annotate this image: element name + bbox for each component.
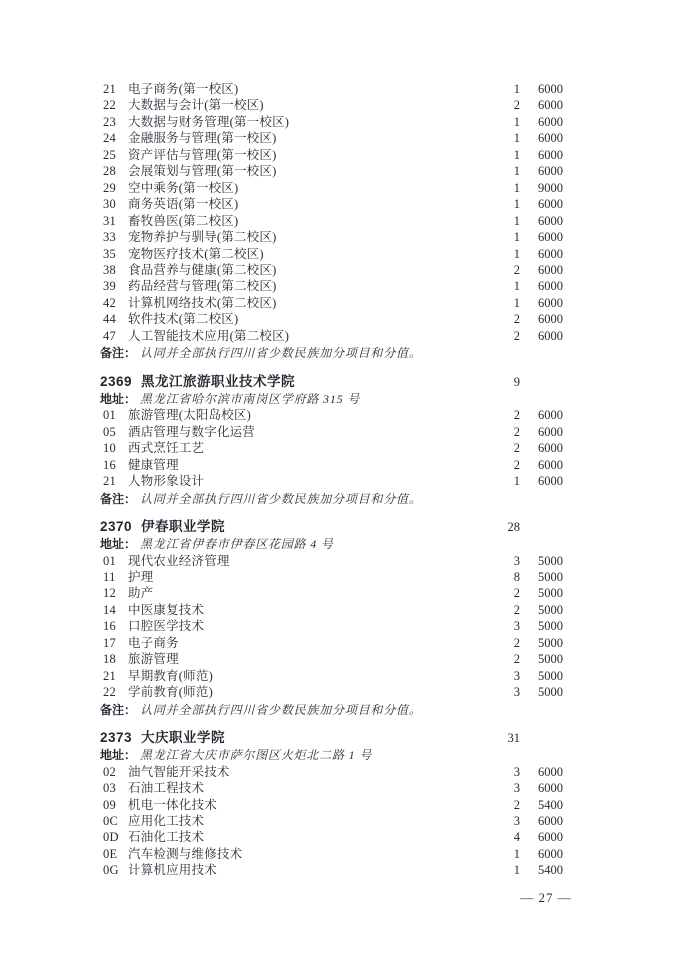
major-plan-count: 2	[513, 408, 520, 423]
major-code: 0C	[103, 813, 119, 828]
major-plan-count: 1	[513, 147, 520, 162]
address-line	[100, 391, 563, 408]
admission-plan-list	[100, 81, 563, 879]
major-row	[100, 846, 563, 862]
major-name: 油气智能开采技术	[128, 764, 230, 779]
major-tuition-fee: 5000	[538, 569, 563, 584]
major-name: 计算机应用技术	[128, 863, 217, 878]
major-name: 计算机网络技术(第二校区)	[128, 295, 277, 310]
major-tuition-fee: 5000	[538, 635, 563, 650]
major-plan-count: 1	[513, 295, 520, 310]
major-tuition-fee: 6000	[538, 312, 563, 327]
major-name: 西式烹饪工艺	[128, 441, 205, 456]
major-code: 31	[103, 213, 117, 228]
major-plan-count: 3	[513, 685, 520, 700]
major-code: 01	[103, 553, 117, 568]
major-name: 学前教育(师范)	[128, 685, 213, 700]
major-name: 宠物医疗技术(第二校区)	[128, 246, 264, 261]
major-name: 现代农业经济管理	[128, 553, 230, 568]
major-tuition-fee: 6000	[538, 279, 563, 294]
major-plan-count: 1	[513, 197, 520, 212]
major-code: 0D	[103, 830, 119, 845]
major-name: 汽车检测与维修技术	[128, 846, 243, 861]
major-code: 39	[103, 279, 117, 294]
major-plan-count: 1	[513, 131, 520, 146]
major-row	[100, 246, 563, 262]
note-label: 备注：	[100, 702, 137, 717]
major-code: 29	[103, 180, 117, 195]
major-name: 旅游管理	[128, 652, 179, 667]
major-tuition-fee: 5000	[538, 619, 563, 634]
major-code: 16	[103, 619, 117, 634]
major-tuition-fee: 6000	[538, 441, 563, 456]
major-plan-count: 2	[513, 98, 520, 113]
major-code: 22	[103, 98, 117, 113]
note-label: 备注：	[100, 491, 137, 506]
major-plan-count: 1	[513, 246, 520, 261]
note-text: 认同并全部执行四川省少数民族加分项目和分值。	[140, 491, 422, 506]
major-row	[100, 440, 563, 456]
major-code: 35	[103, 246, 117, 261]
school-name: 大庆职业学院	[141, 730, 226, 746]
major-plan-count: 1	[513, 279, 520, 294]
major-code: 18	[103, 652, 117, 667]
major-plan-count: 3	[513, 619, 520, 634]
major-tuition-fee: 6000	[538, 408, 563, 423]
major-plan-count: 3	[513, 668, 520, 683]
major-plan-count: 2	[513, 797, 520, 812]
school-code: 2369	[100, 373, 133, 389]
major-name: 健康管理	[128, 457, 179, 472]
note-line	[100, 702, 563, 719]
major-plan-count: 1	[513, 230, 520, 245]
major-plan-count: 1	[513, 82, 520, 96]
major-name: 畜牧兽医(第二校区)	[128, 213, 239, 228]
school-name: 黑龙江旅游职业技术学院	[141, 373, 296, 389]
major-name: 应用化工技术	[128, 813, 205, 828]
major-row	[100, 635, 563, 651]
note-label: 备注：	[100, 346, 137, 361]
major-code: 21	[103, 668, 117, 683]
major-name: 药品经营与管理(第二校区)	[128, 279, 277, 294]
major-code: 0G	[103, 863, 119, 878]
major-row	[100, 213, 563, 229]
major-code: 10	[103, 441, 117, 456]
major-plan-count: 3	[513, 813, 520, 828]
major-plan-count: 3	[513, 553, 520, 568]
major-row	[100, 797, 563, 813]
major-code: 23	[103, 114, 117, 129]
address-text: 黑龙江省哈尔滨市南岗区学府路 315 号	[140, 391, 361, 406]
major-row	[100, 668, 563, 684]
school-header	[100, 373, 563, 391]
major-row	[100, 862, 563, 878]
major-name: 护理	[128, 569, 154, 584]
major-tuition-fee: 6000	[538, 82, 563, 96]
major-row	[100, 311, 563, 327]
major-tuition-fee: 5000	[538, 553, 563, 568]
major-plan-count: 3	[513, 781, 520, 796]
major-tuition-fee: 5000	[538, 668, 563, 683]
major-row	[100, 180, 563, 196]
major-tuition-fee: 6000	[538, 114, 563, 129]
major-plan-count: 2	[513, 312, 520, 327]
major-code: 12	[103, 586, 117, 601]
major-row	[100, 684, 563, 700]
major-tuition-fee: 6000	[538, 295, 563, 310]
major-tuition-fee: 5000	[538, 586, 563, 601]
major-name: 空中乘务(第一校区)	[128, 180, 239, 195]
major-plan-count: 1	[513, 474, 520, 489]
school-total-count: 31	[507, 731, 520, 746]
major-row	[100, 585, 563, 601]
major-code: 30	[103, 197, 117, 212]
major-row	[100, 602, 563, 618]
major-plan-count: 2	[513, 328, 520, 343]
major-tuition-fee: 6000	[538, 846, 563, 861]
major-tuition-fee: 6000	[538, 424, 563, 439]
school-code: 2373	[100, 730, 133, 746]
page-number-text: — 27 —	[520, 890, 572, 905]
address-label: 地址：	[100, 537, 137, 552]
major-row	[100, 457, 563, 473]
major-plan-count: 8	[513, 569, 520, 584]
major-code: 01	[103, 408, 117, 423]
major-row	[100, 473, 563, 489]
major-tuition-fee: 5400	[538, 797, 563, 812]
major-tuition-fee: 6000	[538, 246, 563, 261]
major-row	[100, 780, 563, 796]
major-row	[100, 229, 563, 245]
major-row	[100, 328, 563, 344]
major-row	[100, 295, 563, 311]
major-name: 宠物养护与驯导(第二校区)	[128, 230, 277, 245]
major-row	[100, 278, 563, 294]
major-row	[100, 262, 563, 278]
major-name: 软件技术(第二校区)	[128, 312, 239, 327]
major-plan-count: 2	[513, 602, 520, 617]
major-code: 47	[103, 328, 117, 343]
note-text: 认同并全部执行四川省少数民族加分项目和分值。	[140, 702, 422, 717]
major-name: 旅游管理(太阳岛校区)	[128, 408, 252, 423]
major-row	[100, 618, 563, 634]
major-tuition-fee: 6000	[538, 98, 563, 113]
major-name: 大数据与会计(第一校区)	[128, 98, 264, 113]
major-name: 助产	[128, 586, 154, 601]
major-tuition-fee: 6000	[538, 164, 563, 179]
major-row	[100, 651, 563, 667]
major-code: 14	[103, 602, 117, 617]
major-code: 22	[103, 685, 117, 700]
major-plan-count: 2	[513, 586, 520, 601]
school-total-count: 28	[507, 520, 520, 535]
major-plan-count: 2	[513, 262, 520, 277]
major-name: 中医康复技术	[128, 602, 205, 617]
major-code: 24	[103, 131, 117, 146]
major-plan-count: 2	[513, 424, 520, 439]
major-plan-count: 1	[513, 164, 520, 179]
major-code: 05	[103, 424, 117, 439]
major-tuition-fee: 6000	[538, 813, 563, 828]
major-row	[100, 114, 563, 130]
address-label: 地址：	[100, 391, 137, 406]
major-name: 人工智能技术应用(第二校区)	[128, 328, 290, 343]
major-code: 44	[103, 312, 117, 327]
major-code: 02	[103, 764, 117, 779]
major-row	[100, 130, 563, 146]
major-name: 石油工程技术	[128, 781, 205, 796]
major-name: 资产评估与管理(第一校区)	[128, 147, 277, 162]
major-name: 石油化工技术	[128, 830, 205, 845]
major-row	[100, 553, 563, 569]
major-row	[100, 764, 563, 780]
major-row	[100, 81, 563, 97]
major-tuition-fee: 5400	[538, 863, 563, 878]
major-code: 25	[103, 147, 117, 162]
major-row	[100, 147, 563, 163]
major-tuition-fee: 6000	[538, 764, 563, 779]
major-tuition-fee: 5000	[538, 685, 563, 700]
major-code: 16	[103, 457, 117, 472]
major-tuition-fee: 6000	[538, 830, 563, 845]
school-section-2373	[100, 729, 563, 879]
major-plan-count: 2	[513, 635, 520, 650]
major-name: 电子商务(第一校区)	[128, 82, 239, 96]
major-tuition-fee: 6000	[538, 457, 563, 472]
major-plan-count: 1	[513, 213, 520, 228]
note-text: 认同并全部执行四川省少数民族加分项目和分值。	[140, 346, 422, 361]
major-code: 11	[103, 569, 116, 584]
school-section-2369	[100, 373, 563, 507]
major-row	[100, 163, 563, 179]
school-total-count: 9	[513, 374, 520, 389]
major-tuition-fee: 6000	[538, 328, 563, 343]
major-row	[100, 813, 563, 829]
major-plan-count: 1	[513, 114, 520, 129]
page-number	[506, 890, 586, 906]
school-section-continued	[100, 81, 563, 362]
major-code: 38	[103, 262, 117, 277]
major-name: 酒店管理与数字化运营	[128, 424, 256, 439]
major-name: 食品营养与健康(第二校区)	[128, 262, 277, 277]
major-name: 商务英语(第一校区)	[128, 197, 239, 212]
school-code: 2370	[100, 519, 133, 535]
major-name: 人物形象设计	[128, 474, 205, 489]
major-name: 大数据与财务管理(第一校区)	[128, 114, 290, 129]
major-plan-count: 1	[513, 846, 520, 861]
school-header	[100, 729, 563, 747]
note-line	[100, 345, 563, 362]
major-name: 会展策划与管理(第一校区)	[128, 164, 277, 179]
major-row	[100, 424, 563, 440]
major-tuition-fee: 6000	[538, 147, 563, 162]
address-line	[100, 747, 563, 764]
major-row	[100, 407, 563, 423]
address-label: 地址：	[100, 748, 137, 763]
major-plan-count: 2	[513, 441, 520, 456]
school-name: 伊春职业学院	[141, 519, 226, 535]
address-line	[100, 536, 563, 553]
major-code: 21	[103, 82, 117, 96]
address-text: 黑龙江省大庆市萨尔图区火炬北二路 1 号	[140, 748, 373, 763]
major-tuition-fee: 6000	[538, 781, 563, 796]
major-name: 机电一体化技术	[128, 797, 217, 812]
major-code: 03	[103, 781, 117, 796]
school-header	[100, 518, 563, 536]
major-name: 金融服务与管理(第一校区)	[128, 131, 277, 146]
major-tuition-fee: 5000	[538, 652, 563, 667]
major-name: 电子商务	[128, 635, 179, 650]
major-tuition-fee: 9000	[538, 180, 563, 195]
major-plan-count: 1	[513, 180, 520, 195]
major-tuition-fee: 6000	[538, 131, 563, 146]
major-plan-count: 2	[513, 652, 520, 667]
address-text: 黑龙江省伊春市伊春区花园路 4 号	[140, 537, 334, 552]
major-code: 42	[103, 295, 117, 310]
school-section-2370	[100, 518, 563, 718]
major-row	[100, 97, 563, 113]
major-plan-count: 1	[513, 863, 520, 878]
major-tuition-fee: 6000	[538, 213, 563, 228]
major-tuition-fee: 5000	[538, 602, 563, 617]
major-code: 17	[103, 635, 117, 650]
major-plan-count: 2	[513, 457, 520, 472]
major-code: 09	[103, 797, 117, 812]
major-row	[100, 829, 563, 845]
note-line	[100, 491, 563, 508]
major-tuition-fee: 6000	[538, 262, 563, 277]
major-code: 0E	[103, 846, 118, 861]
major-code: 21	[103, 474, 117, 489]
major-name: 早期教育(师范)	[128, 668, 213, 683]
major-tuition-fee: 6000	[538, 474, 563, 489]
major-plan-count: 3	[513, 764, 520, 779]
major-tuition-fee: 6000	[538, 197, 563, 212]
major-row	[100, 569, 563, 585]
major-name: 口腔医学技术	[128, 619, 205, 634]
major-row	[100, 196, 563, 212]
major-code: 33	[103, 230, 117, 245]
major-plan-count: 4	[513, 830, 520, 845]
major-code: 28	[103, 164, 117, 179]
major-tuition-fee: 6000	[538, 230, 563, 245]
